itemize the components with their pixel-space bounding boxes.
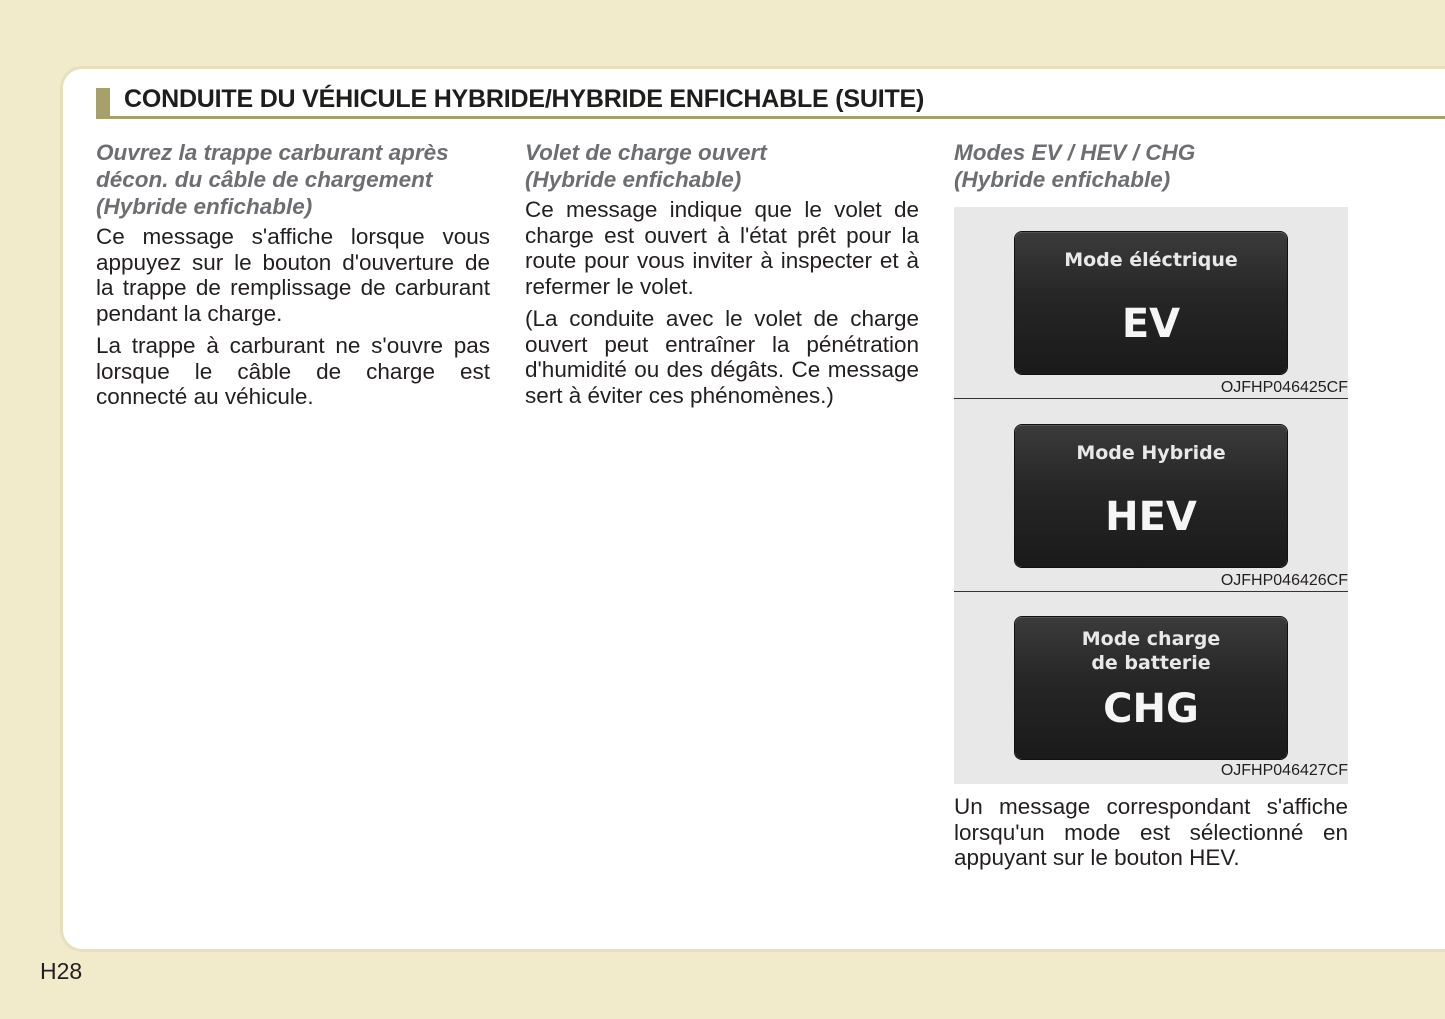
- figure-ref-code: OJFHP046425CF: [1220, 379, 1348, 396]
- column-modes: [954, 139, 1348, 197]
- screen-label: Mode charge: [1081, 628, 1221, 650]
- page-number: H28: [40, 958, 83, 984]
- paragraph: Ce message indique que le volet de charge est ouvert à l'état prêt pour la route pour vous inviter à inspecter et à refermer le volet.: [525, 197, 919, 299]
- figure-chg: [954, 592, 1348, 784]
- header-rule: [96, 116, 1445, 119]
- paragraph: Ce message s'affiche lorsque vous appuyez sur le bouton d'ouverture de la trappe de remplissage de carburant pendant la charge.: [96, 224, 490, 326]
- figure-divider: [954, 398, 1348, 399]
- screen-mode-code: CHG: [1103, 686, 1199, 732]
- modes-description: [954, 794, 1348, 878]
- screen-label: Mode Hybride: [1076, 442, 1226, 464]
- subheading-line: Volet de charge ouvert: [525, 140, 767, 165]
- screen-mode-code: EV: [1121, 301, 1181, 347]
- screen-label: de batterie: [1091, 652, 1211, 674]
- column-charge-flap: [525, 139, 919, 415]
- paragraph: La trappe à carburant ne s'ouvre pas lorsque le câble de charge est connecté au véhicule.: [96, 333, 490, 409]
- screen-label: Mode éléctrique: [1064, 249, 1238, 271]
- header-accent-bar: [96, 88, 110, 118]
- display-screen-ev: [1015, 232, 1287, 374]
- subheading-modes: [954, 139, 1348, 193]
- column-fuel-door: [96, 139, 490, 417]
- subheading-line: (Hybride enfichable): [96, 194, 313, 219]
- screen-mode-code: HEV: [1105, 494, 1197, 540]
- subheading-line: Modes EV / HEV / CHG: [954, 140, 1196, 165]
- subheading-line: (Hybride enfichable): [525, 167, 742, 192]
- subheading-charge-flap: [525, 139, 919, 193]
- figure-ev: [954, 207, 1348, 399]
- subheading-line: décon. du câble de chargement: [96, 167, 433, 192]
- figure-ref-code: OJFHP046427CF: [1220, 762, 1348, 779]
- subheading-line: (Hybride enfichable): [954, 167, 1171, 192]
- paragraph: (La conduite avec le volet de charge ouvert peut entraîner la pénétration d'humidité ou des dégâts. Ce message sert à éviter ces phénomènes.): [525, 306, 919, 408]
- subheading-fuel-door: [96, 139, 490, 220]
- figure-ref-code: OJFHP046426CF: [1220, 572, 1348, 589]
- paragraph: Un message correspondant s'affiche lorsqu'un mode est sélectionné en appuyant sur le bouton HEV.: [954, 794, 1348, 870]
- figure-hev: [954, 400, 1348, 592]
- mode-figures: [954, 207, 1348, 784]
- subheading-line: Ouvrez la trappe carburant après: [96, 140, 449, 165]
- display-screen-chg: [1015, 617, 1287, 759]
- display-screen-hev: [1015, 425, 1287, 567]
- section-title: CONDUITE DU VÉHICULE HYBRIDE/HYBRIDE ENFICHABLE (SUITE): [124, 85, 925, 113]
